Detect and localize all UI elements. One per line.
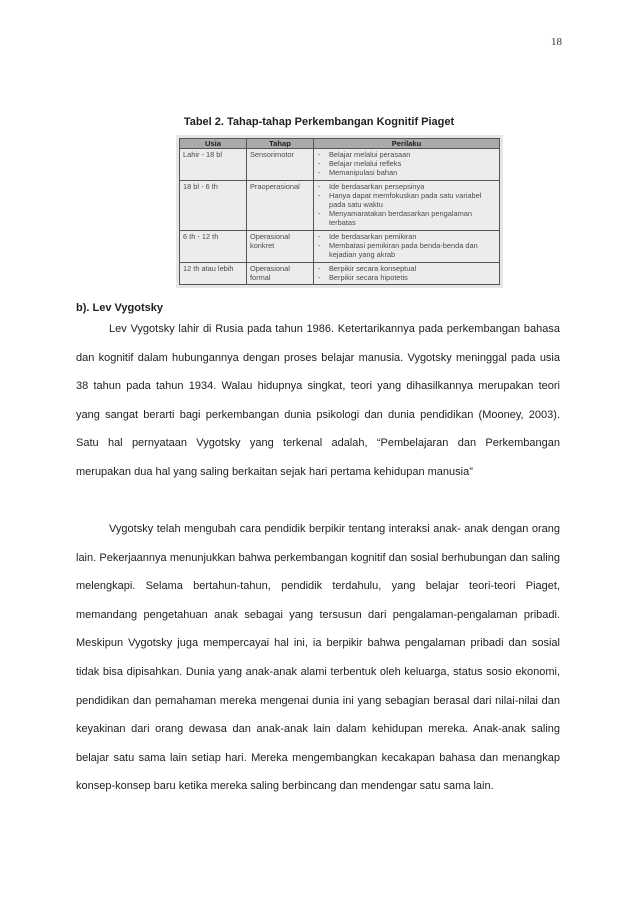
perilaku-cell	[314, 231, 500, 263]
table-header-row	[180, 139, 500, 149]
table-caption: Tabel 2. Tahap-tahap Perkembangan Kognitif Piaget	[183, 116, 455, 128]
paragraph-text: Lev Vygotsky lahir di Rusia pada tahun 1986. Ketertarikannya pada perkembangan bahasa dan kognitif dalam hubungannya dengan proses belajar manusia. Vygotsky meninggal pada usia 38 tahun pada tahun 1934. Walau hidupnya singkat, teori yang dihasilkannya merupakan teori yang sangat berarti bagi perkembangan dunia psikologi dan dunia pendidikan (Mooney, 2003). Satu hal pernyataan Vygotsky yang terkenal adalah, “Pembelajaran dan Perkembangan merupakan dua hal yang saling berkaitan sejak hari pertama kehidupan manusia”	[76, 323, 560, 478]
piaget-table-image	[176, 135, 503, 288]
usia-cell: 12 th atau lebih	[180, 262, 247, 284]
usia-cell: Lahir - 18 bl	[180, 149, 247, 181]
piaget-stages-table	[179, 138, 500, 285]
perilaku-item: - Berpikir secara konseptual	[317, 264, 496, 273]
perilaku-item: - Belajar melalui perasaan	[317, 150, 496, 159]
perilaku-item: - Memanipulasi bahan	[317, 168, 496, 177]
usia-cell: 6 th - 12 th	[180, 231, 247, 263]
header-usia: Usia	[180, 139, 247, 149]
tahap-cell: Sensorimotor	[247, 149, 314, 181]
paragraph	[76, 315, 560, 487]
table-row	[180, 231, 500, 263]
header-tahap: Tahap	[247, 139, 314, 149]
perilaku-cell	[314, 262, 500, 284]
usia-cell: 18 bl - 6 th	[180, 180, 247, 231]
perilaku-item: - Menyamaratakan berdasarkan pengalaman terbatas	[317, 209, 496, 227]
perilaku-item: - Ide berdasarkan pemikiran	[317, 232, 496, 241]
table-row	[180, 149, 500, 181]
header-perilaku: Perilaku	[314, 139, 500, 149]
paragraph-text: Vygotsky telah mengubah cara pendidik berpikir tentang interaksi anak- anak dengan orang lain. Pekerjaannya menunjukkan bahwa perkembangan kognitif dan sosial berhubungan dan saling melengkapi. Selama bertahun-tahun, pendidik terdahulu, yang belajar teori-teori Piaget, memandang pengetahuan anak sebagai yang tersusun dari pengalaman-pengalaman pribadi. Meskipun Vygotsky juga mempercayai hal ini, ia berpikir bahwa pengalaman pribadi dan sosial tidak bisa dipisahkan. Dunia yang anak-anak alami terbentuk oleh keluarga, status sosio ekonomi, pendidikan dan pemahaman mereka mengenai dunia ini yang sebagian berasal dari nilai-nilai dan keyakinan dari orang dewasa dan anak-anak lain dalam kehidupan mereka. Anak-anak saling belajar satu sama lain setiap hari. Mereka mengembangkan kecakapan bahasa dan menangkap konsep-konsep baru ketika mereka saling berbincang dan mendengar satu sama lain.	[76, 523, 560, 793]
paragraph	[76, 515, 560, 801]
page-number: 18	[551, 36, 562, 48]
perilaku-cell	[314, 180, 500, 231]
table-row	[180, 262, 500, 284]
tahap-cell: Operasional konkret	[247, 231, 314, 263]
perilaku-item: - Berpikir secara hipotetis	[317, 273, 496, 282]
table-row	[180, 180, 500, 231]
perilaku-item: - Ide berdasarkan persepsinya	[317, 182, 496, 191]
perilaku-item: - Belajar melalui refleks	[317, 159, 496, 168]
tahap-cell: Operasional formal	[247, 262, 314, 284]
tahap-cell: Praoperasional	[247, 180, 314, 231]
section-heading: b). Lev Vygotsky	[76, 302, 164, 314]
perilaku-item: - Membatasi pemikiran pada benda-benda dan kejadian yang akrab	[317, 241, 496, 259]
perilaku-cell	[314, 149, 500, 181]
perilaku-item: - Hanya dapat memfokuskan pada satu variabel pada satu waktu	[317, 191, 496, 209]
